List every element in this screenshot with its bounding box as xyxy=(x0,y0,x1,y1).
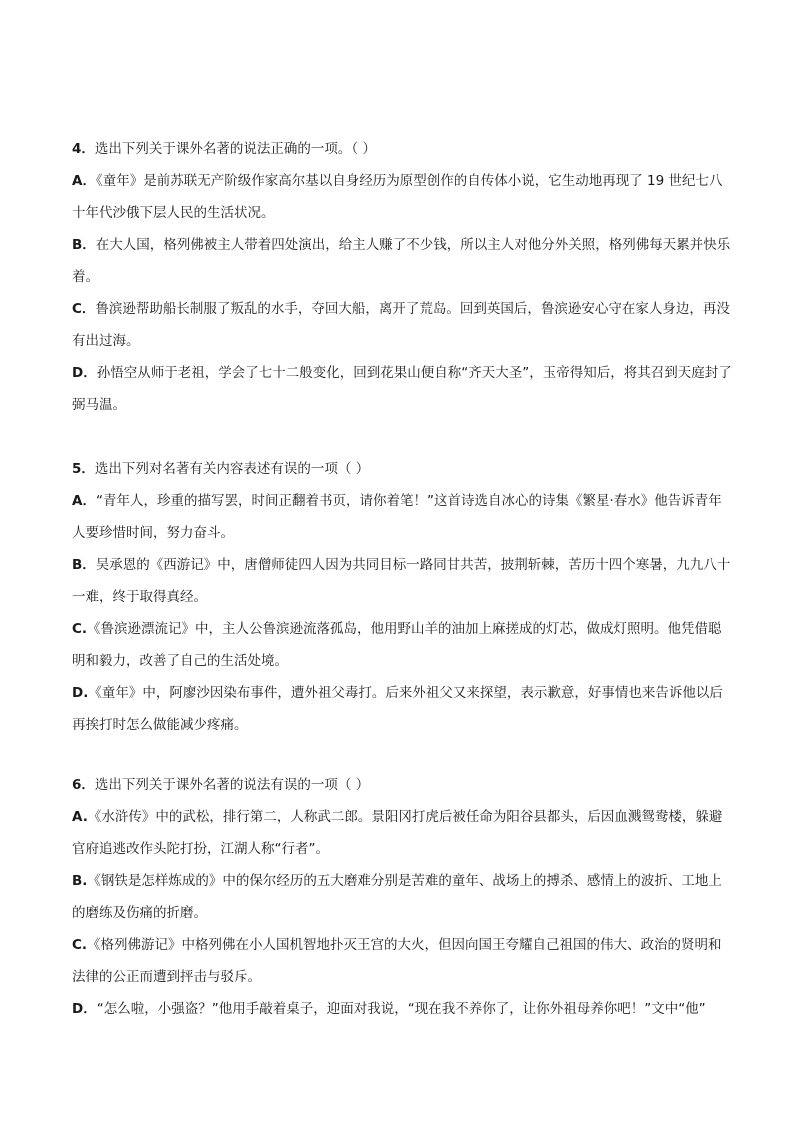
option-text: 《水浒传》中的武松，排行第二，人称武二郎。景阳冈打虎后被任命为阳谷县都头，后因血溅鸳鸯楼，躲避官府追逃改作头陀打扮，江湖人称“行者”。 xyxy=(72,809,723,857)
option-letter: A． xyxy=(72,173,96,189)
question-4 xyxy=(72,133,732,421)
option-a xyxy=(72,165,732,229)
option-text: 鲁滨逊帮助船长制服了叛乱的水手，夺回大船，离开了荒岛。回到英国后，鲁滨逊安心守在家人身边，再没有出过海。 xyxy=(72,301,730,349)
question-6 xyxy=(72,769,732,1025)
option-letter: C. xyxy=(72,621,88,637)
question-number: 6． xyxy=(72,777,95,793)
option-text: 《格列佛游记》中格列佛在小人国机智地扑灭王宫的大火，但因向国王夸耀自己祖国的伟大、政治的贤明和法律的公正而遭到抨击与驳斥。 xyxy=(72,937,722,985)
option-letter: A． xyxy=(72,493,96,509)
question-text: 选出下列关于课外名著的说法有误的一项（ ） xyxy=(94,777,370,793)
option-text: 孙悟空从师于老祖，学会了七十二般变化，回到花果山便自称“齐天大圣”，玉帝得知后，将其召到天庭封了弼马温。 xyxy=(72,365,732,413)
option-text: 《童年》中，阿廖沙因染布事件，遭外祖父毒打。后来外祖父又来探望，表示歉意，好事情也来告诉他以后再挨打时怎么做能减少疼痛。 xyxy=(72,685,723,733)
question-5 xyxy=(72,453,732,741)
option-text: 《鲁滨逊漂流记》中，主人公鲁滨逊流落孤岛，他用野山羊的油加上麻搓成的灯芯，做成灯照明。他凭借聪明和毅力，改善了自己的生活处境。 xyxy=(72,621,722,669)
option-b xyxy=(72,549,732,613)
option-d xyxy=(72,993,732,1025)
option-letter: B． xyxy=(72,237,96,253)
option-letter: B． xyxy=(72,557,96,573)
option-a xyxy=(72,485,732,549)
option-letter: D． xyxy=(72,1001,97,1017)
question-stem xyxy=(72,453,732,485)
question-text: 选出下列对名著有关内容表述有误的一项（ ） xyxy=(94,461,370,477)
question-number: 5． xyxy=(72,461,95,477)
option-d xyxy=(72,677,732,741)
option-b xyxy=(72,865,732,929)
option-b xyxy=(72,229,732,293)
option-text: “怎么啦，小强盗？”他用手敲着桌子，迎面对我说，“现在我不养你了，让你外祖母养你吧！”文中“他” xyxy=(96,1001,706,1017)
option-c xyxy=(72,613,732,677)
option-letter: D． xyxy=(72,365,97,381)
option-text: 吴承恩的《西游记》中，唐僧师徒四人因为共同目标一路同甘共苦，披荆斩棘，苦历十四个寒暑，九九八十一难，终于取得真经。 xyxy=(72,557,731,605)
option-text: 《钢铁是怎样炼成的》中的保尔经历的五大磨难分别是苦难的童年、战场上的搏杀、感情上的波折、工地上的磨练及伤痛的折磨。 xyxy=(72,873,722,921)
question-stem xyxy=(72,769,732,801)
option-d xyxy=(72,357,732,421)
option-letter: A. xyxy=(72,809,88,825)
option-c xyxy=(72,929,732,993)
question-number: 4． xyxy=(72,141,95,157)
option-letter: D. xyxy=(72,685,89,701)
option-text: 在大人国，格列佛被主人带着四处演出，给主人赚了不少钱，所以主人对他分外关照，格列佛每天累并快乐着。 xyxy=(72,237,731,285)
question-text: 选出下列关于课外名著的说法正确的一项。（ ） xyxy=(94,141,376,157)
option-letter: B. xyxy=(72,873,88,889)
option-text: 《童年》是前苏联无产阶级作家高尔基以自身经历为原型创作的自传体小说，它生动地再现了 19 世纪七八十年代沙俄下层人民的生活状况。 xyxy=(72,173,723,221)
option-text: “青年人，珍重的描写罢，时间正翻着书页，请你着笔！”这首诗选自冰心的诗集《繁星·春水》他告诉青年人要珍惜时间，努力奋斗。 xyxy=(72,493,722,541)
option-letter: C． xyxy=(72,301,96,317)
option-letter: C. xyxy=(72,937,88,953)
option-c xyxy=(72,293,732,357)
option-a xyxy=(72,801,732,865)
question-stem xyxy=(72,133,732,165)
